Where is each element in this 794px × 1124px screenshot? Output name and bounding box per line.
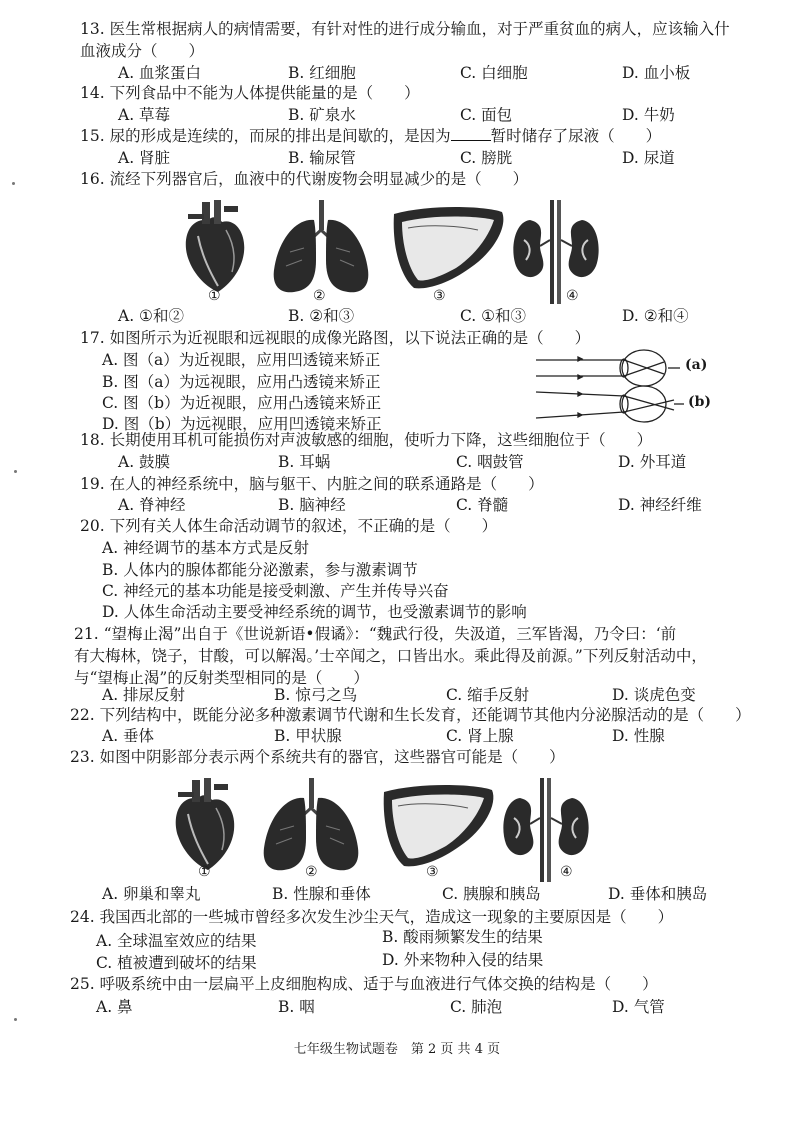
- option-d[interactable]: D. 尿道: [622, 149, 675, 167]
- option-d[interactable]: D. 人体生命活动主要受神经系统的调节，也受激素调节的影响: [102, 603, 527, 621]
- option-d[interactable]: D. 性腺: [612, 727, 665, 745]
- heart-icon: [186, 200, 244, 292]
- option-d[interactable]: D. 气管: [612, 998, 665, 1016]
- kidneys-icon: [503, 778, 588, 882]
- question-15-post: 暂时储存了尿液（ ）: [490, 127, 662, 145]
- option-d[interactable]: D. 垂体和胰岛: [608, 885, 708, 903]
- option-a[interactable]: A. 神经调节的基本方式是反射: [102, 539, 310, 557]
- option-b[interactable]: B. 图（a）为远视眼，应用凸透镜来矫正: [102, 373, 381, 391]
- question-23-options: [102, 883, 742, 905]
- option-b[interactable]: B. 红细胞: [288, 64, 356, 82]
- option-d[interactable]: D. 图（b）为远视眼，应用凹透镜来矫正: [102, 415, 382, 433]
- option-b[interactable]: B. 酸雨频繁发生的结果: [382, 928, 543, 946]
- option-c[interactable]: C. 植被遭到破坏的结果: [96, 954, 257, 972]
- option-a[interactable]: A. 卵巢和睾丸: [102, 885, 201, 903]
- question-16: 16. 流经下列器官后，血液中的代谢废物会明显减少的是（ ）: [80, 170, 529, 188]
- kidneys-icon: [513, 200, 598, 304]
- organ-label-4: ④: [566, 288, 579, 304]
- question-15: [80, 125, 661, 147]
- option-a[interactable]: A. 排尿反射: [102, 686, 186, 704]
- option-a[interactable]: A. 鼻: [96, 998, 133, 1016]
- scan-speck: [12, 182, 15, 185]
- liver-icon: [384, 785, 494, 866]
- lungs-icon: [274, 200, 369, 292]
- option-d[interactable]: D. 神经纤维: [618, 496, 702, 514]
- question-18-options: [102, 451, 742, 473]
- diagram-label-b: (b): [688, 394, 712, 410]
- option-d[interactable]: D. 谈虎色变: [612, 686, 696, 704]
- scan-speck: [14, 1018, 17, 1021]
- question-14-options: [102, 104, 742, 126]
- organ-label-1: ①: [208, 288, 221, 304]
- option-a[interactable]: A. 全球温室效应的结果: [96, 932, 257, 950]
- organs-figure-16: [170, 198, 600, 310]
- organ-label-2: ②: [305, 864, 318, 880]
- liver-icon: [394, 207, 504, 288]
- question-15-pre: 15. 尿的形成是连续的，而尿的排出是间歇的，是因为: [80, 127, 451, 145]
- question-13-options: [102, 62, 742, 84]
- option-b[interactable]: B. 输尿管: [288, 149, 356, 167]
- question-20: 20. 下列有关人体生命活动调节的叙述，不正确的是（ ）: [80, 517, 498, 535]
- option-b[interactable]: B. 甲状腺: [274, 727, 342, 745]
- organ-label-4: ④: [560, 864, 573, 880]
- question-14: 14. 下列食品中不能为人体提供能量的是（ ）: [80, 84, 420, 102]
- option-c[interactable]: C. 缩手反射: [446, 686, 530, 704]
- option-b[interactable]: B. 人体内的腺体都能分泌激素，参与激素调节: [102, 561, 418, 579]
- question-22-options: [102, 725, 742, 747]
- question-13-line2: 血液成分（ ）: [80, 42, 205, 60]
- option-b[interactable]: B. 脑神经: [278, 496, 346, 514]
- option-d[interactable]: D. 外耳道: [618, 453, 687, 471]
- option-b[interactable]: B. 性腺和垂体: [272, 885, 371, 903]
- organs-drawing: [170, 198, 600, 310]
- organ-label-1: ①: [198, 864, 211, 880]
- option-d[interactable]: D. 牛奶: [622, 106, 675, 124]
- option-a[interactable]: A. 鼓膜: [118, 453, 171, 471]
- option-c[interactable]: C. 膀胱: [460, 149, 513, 167]
- scan-speck: [14, 470, 17, 473]
- option-c[interactable]: C. 神经元的基本功能是接受刺激、产生并传导兴奋: [102, 582, 449, 600]
- question-17: 17. 如图所示为近视眼和远视眼的成像光路图，以下说法正确的是（ ）: [80, 329, 591, 347]
- question-25-options: [96, 996, 742, 1018]
- option-a[interactable]: A. 肾脏: [118, 149, 171, 167]
- option-d[interactable]: D. ②和④: [622, 307, 689, 325]
- option-b[interactable]: B. ②和③: [288, 307, 355, 325]
- option-b[interactable]: B. 矿泉水: [288, 106, 356, 124]
- question-21-line3: 与“望梅止渴”的反射类型相同的是（ ）: [74, 669, 369, 687]
- page-footer: 七年级生物试题卷 第 2 页 共 4 页: [293, 1042, 501, 1057]
- option-c[interactable]: C. ①和③: [460, 307, 527, 325]
- option-c[interactable]: C. 肾上腺: [446, 727, 514, 745]
- question-25: 25. 呼吸系统中由一层扁平上皮细胞构成、适于与血液进行气体交换的结构是（ ）: [70, 975, 658, 993]
- lungs-icon: [264, 778, 359, 870]
- answer-blank[interactable]: [451, 126, 491, 141]
- option-b[interactable]: B. 耳蜗: [278, 453, 331, 471]
- option-c[interactable]: C. 咽鼓管: [456, 453, 524, 471]
- question-23: 23. 如图中阴影部分表示两个系统共有的器官，这些器官可能是（ ）: [70, 748, 565, 766]
- eye-rays-drawing: [532, 346, 747, 426]
- diagram-label-a: (a): [685, 357, 708, 373]
- organ-label-2: ②: [313, 288, 326, 304]
- eye-optics-diagram: [532, 346, 747, 426]
- question-19: 19. 在人的神经系统中，脑与躯干、内脏之间的联系通路是（ ）: [80, 475, 544, 493]
- option-c[interactable]: C. 白细胞: [460, 64, 528, 82]
- question-21-options: [102, 684, 742, 706]
- option-c[interactable]: C. 面包: [460, 106, 513, 124]
- organ-label-3: ③: [426, 864, 439, 880]
- option-b[interactable]: B. 惊弓之鸟: [274, 686, 358, 704]
- question-18: 18. 长期使用耳机可能损伤对声波敏感的细胞，使听力下降，这些细胞位于（ ）: [80, 431, 653, 449]
- question-16-options: [102, 305, 742, 327]
- option-c[interactable]: C. 胰腺和胰岛: [442, 885, 541, 903]
- question-19-options: [102, 494, 742, 516]
- option-c[interactable]: C. 肺泡: [450, 998, 503, 1016]
- question-15-options: [102, 147, 742, 169]
- option-d[interactable]: D. 血小板: [622, 64, 691, 82]
- heart-icon: [176, 778, 234, 870]
- option-a[interactable]: A. 血浆蛋白: [118, 64, 202, 82]
- option-d[interactable]: D. 外来物种入侵的结果: [382, 951, 544, 969]
- organs-drawing: [160, 776, 590, 888]
- question-22: 22. 下列结构中，既能分泌多种激素调节代谢和生长发育，还能调节其他内分泌腺活动的是（ ）: [70, 706, 751, 724]
- question-21-line2: 有大梅林，饶子，甘酸，可以解渴。’士卒闻之，口皆出水。乘此得及前源。”下列反射活动中，: [74, 647, 707, 665]
- option-a[interactable]: A. 图（a）为近视眼，应用凹透镜来矫正: [102, 351, 381, 369]
- organ-label-3: ③: [433, 288, 446, 304]
- question-21-line1: 21. “望梅止渴”出自于《世说新语•假谲》：“魏武行役，失汲道，三军皆渴，乃令曰：‘前: [74, 625, 677, 643]
- option-c[interactable]: C. 脊髓: [456, 496, 509, 514]
- option-c[interactable]: C. 图（b）为近视眼，应用凸透镜来矫正: [102, 394, 382, 412]
- option-a[interactable]: A. 垂体: [102, 727, 155, 745]
- option-b[interactable]: B. 咽: [278, 998, 315, 1016]
- question-13-line1: 13. 医生常根据病人的病情需要，有针对性的进行成分输血，对于严重贫血的病人，应该输入什: [80, 20, 730, 38]
- organs-figure-23: [160, 776, 590, 888]
- option-a[interactable]: A. ①和②: [118, 307, 184, 325]
- question-24: 24. 我国西北部的一些城市曾经多次发生沙尘天气，造成这一现象的主要原因是（ ）: [70, 908, 674, 926]
- option-a[interactable]: A. 草莓: [118, 106, 171, 124]
- option-a[interactable]: A. 脊神经: [118, 496, 186, 514]
